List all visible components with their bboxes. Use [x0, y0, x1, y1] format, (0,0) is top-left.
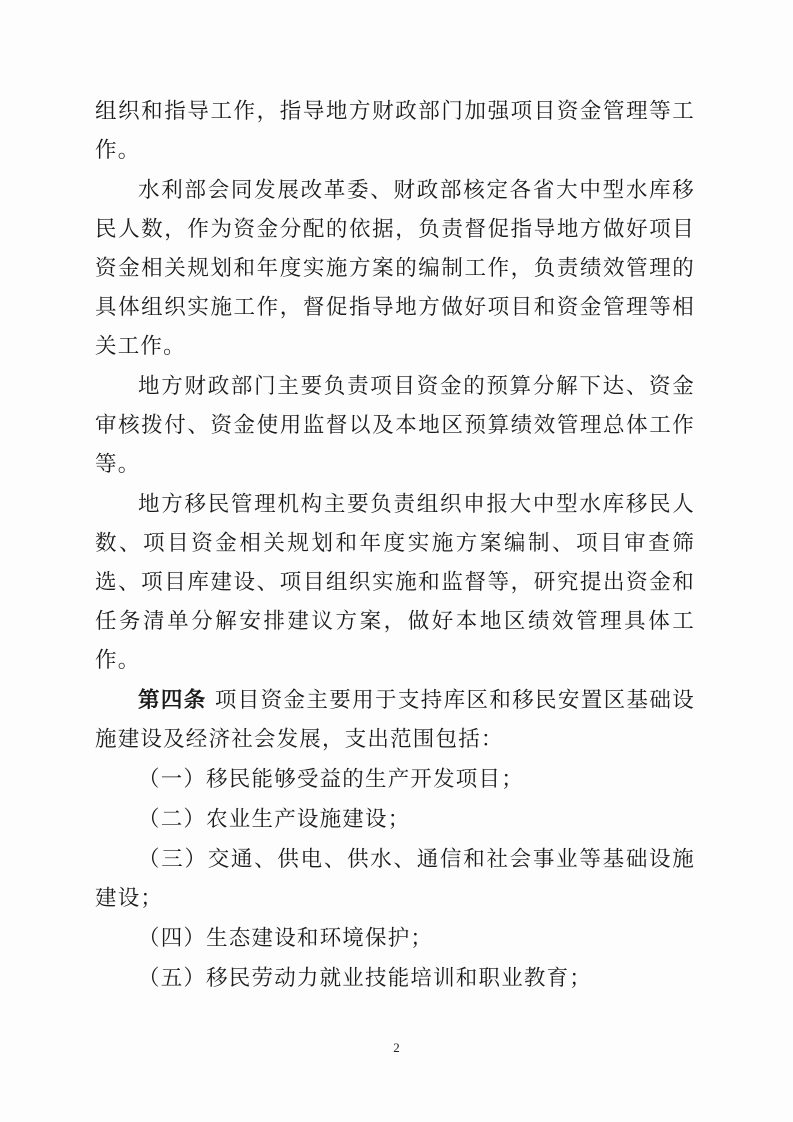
- list-item-2: （二）农业生产设施建设；: [138, 807, 411, 832]
- list-item-5: （五）移民劳动力就业技能培训和职业教育；: [138, 966, 593, 991]
- list-item-1: （一）移民能够受益的生产开发项目；: [138, 767, 524, 792]
- paragraph-local-migration-agency: 地方移民管理机构主要负责组织申报大中型水库移民人数、项目资金相关规划和年度实施方案编制、项目审查筛选、项目库建设、项目组织实施和监督等，研究提出资金和任务清单分解安排建议方案，做好本地区绩效管理具体工作。: [95, 492, 695, 673]
- article-text: 项目资金主要用于支持库区和移民安置区基础设施建设及经济社会发展，支出范围包括：: [95, 688, 695, 752]
- paragraph-article-four: [95, 681, 695, 759]
- page-number: 2: [393, 1040, 400, 1055]
- list-item-3: （三）交通、供电、供水、通信和社会事业等基础设施建设；: [95, 847, 695, 911]
- article-label: 第四条: [138, 688, 207, 713]
- paragraph-water-ministry: 水利部会同发展改革委、财政部核定各省大中型水库移民人数，作为资金分配的依据，负责督促指导地方做好项目资金相关规划和年度实施方案的编制工作，负责绩效管理的具体组织实施工作，督促指导地方做好项目和资金管理等相关工作。: [95, 178, 695, 359]
- paragraph-continuation: 组织和指导工作，指导地方财政部门加强项目资金管理等工作。: [95, 99, 695, 163]
- list-item-4: （四）生态建设和环境保护；: [138, 926, 434, 951]
- paragraph-local-finance: 地方财政部门主要负责项目资金的预算分解下达、资金审核拨付、资金使用监督以及本地区预算绩效管理总体工作等。: [95, 374, 695, 477]
- document-body: [95, 92, 695, 999]
